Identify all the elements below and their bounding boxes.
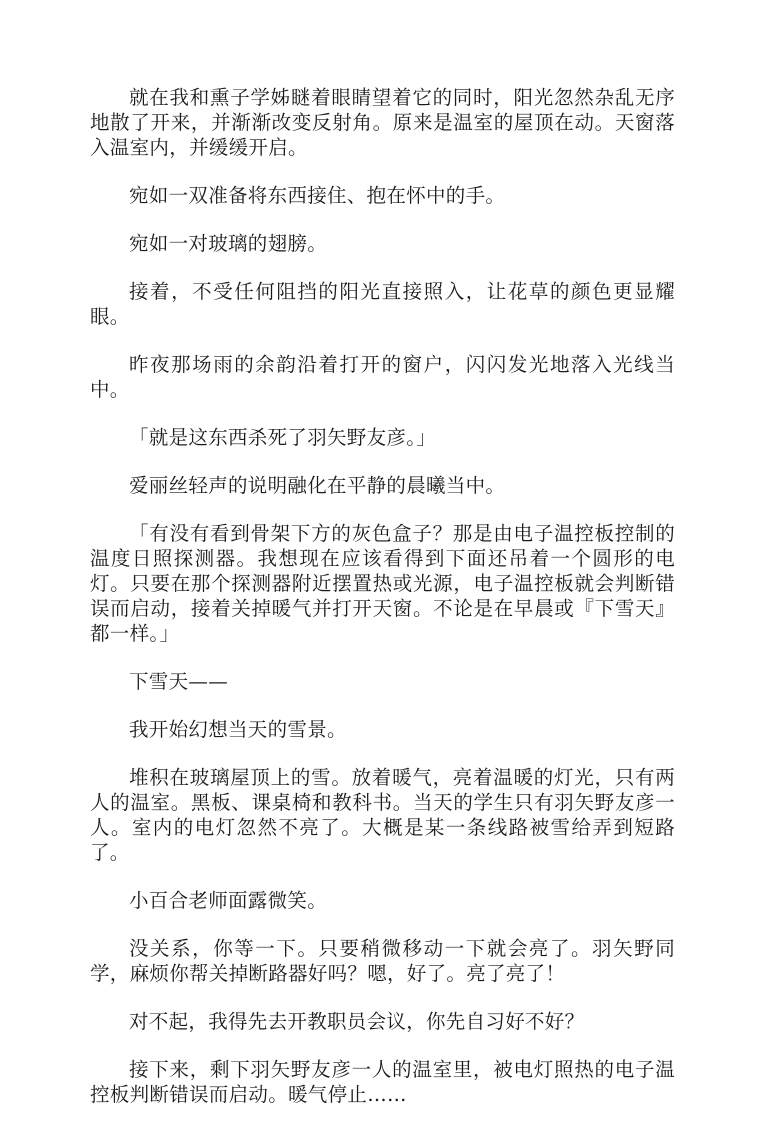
paragraph: 昨夜那场雨的余韵沿着打开的窗户，闪闪发光地落入光线当中。 bbox=[90, 353, 675, 401]
paragraph: 宛如一双准备将东西接住、抱在怀中的手。 bbox=[129, 184, 506, 207]
paragraph: 「有没有看到骨架下方的灰色盒子？那是由电子温控板控制的温度日照探测器。我想现在应该看得到下面还吊着一个圆形的电灯。只要在那个探测器附近摆置热或光源，电子温控板就会判断错误而启动，接着关掉暖气并打开天窗。不论是在早晨或『下雪天』都一样。」 bbox=[90, 522, 675, 645]
paragraph: 接下来，剩下羽矢野友彦一人的温室里，被电灯照热的电子温控板判断错误而启动。暖气停止…… bbox=[90, 1058, 675, 1106]
paragraph: 我开始幻想当天的雪景。 bbox=[129, 718, 347, 741]
paragraph: 下雪天—— bbox=[129, 670, 228, 693]
paragraph: 对不起，我得先去开教职员会议，你先自习好不好？ bbox=[129, 1010, 585, 1033]
paragraph: 堆积在玻璃屋顶上的雪。放着暖气，亮着温暖的灯光，只有两人的温室。黑板、课桌椅和教科书。当天的学生只有羽矢野友彦一人。室内的电灯忽然不亮了。大概是某一条线路被雪给弄到短路了。 bbox=[90, 766, 675, 864]
text-column bbox=[90, 85, 675, 1130]
paragraph: 宛如一对玻璃的翅膀。 bbox=[129, 232, 328, 255]
paragraph: 接着，不受任何阻挡的阳光直接照入，让花草的颜色更显耀眼。 bbox=[90, 280, 675, 328]
paragraph: 爱丽丝轻声的说明融化在平静的晨曦当中。 bbox=[129, 474, 506, 497]
paragraph: 小百合老师面露微笑。 bbox=[129, 889, 328, 912]
paragraph: 没关系，你等一下。只要稍微移动一下就会亮了。羽矢野同学，麻烦你帮关掉断路器好吗？嗯，好了。亮了亮了！ bbox=[90, 937, 675, 985]
paragraph: 「就是这东西杀死了羽矢野友彦。」 bbox=[129, 426, 437, 449]
paragraph: 就在我和熏子学姊瞇着眼睛望着它的同时，阳光忽然杂乱无序地散了开来，并渐渐改变反射角。原来是温室的屋顶在动。天窗落入温室内，并缓缓开启。 bbox=[90, 86, 675, 159]
